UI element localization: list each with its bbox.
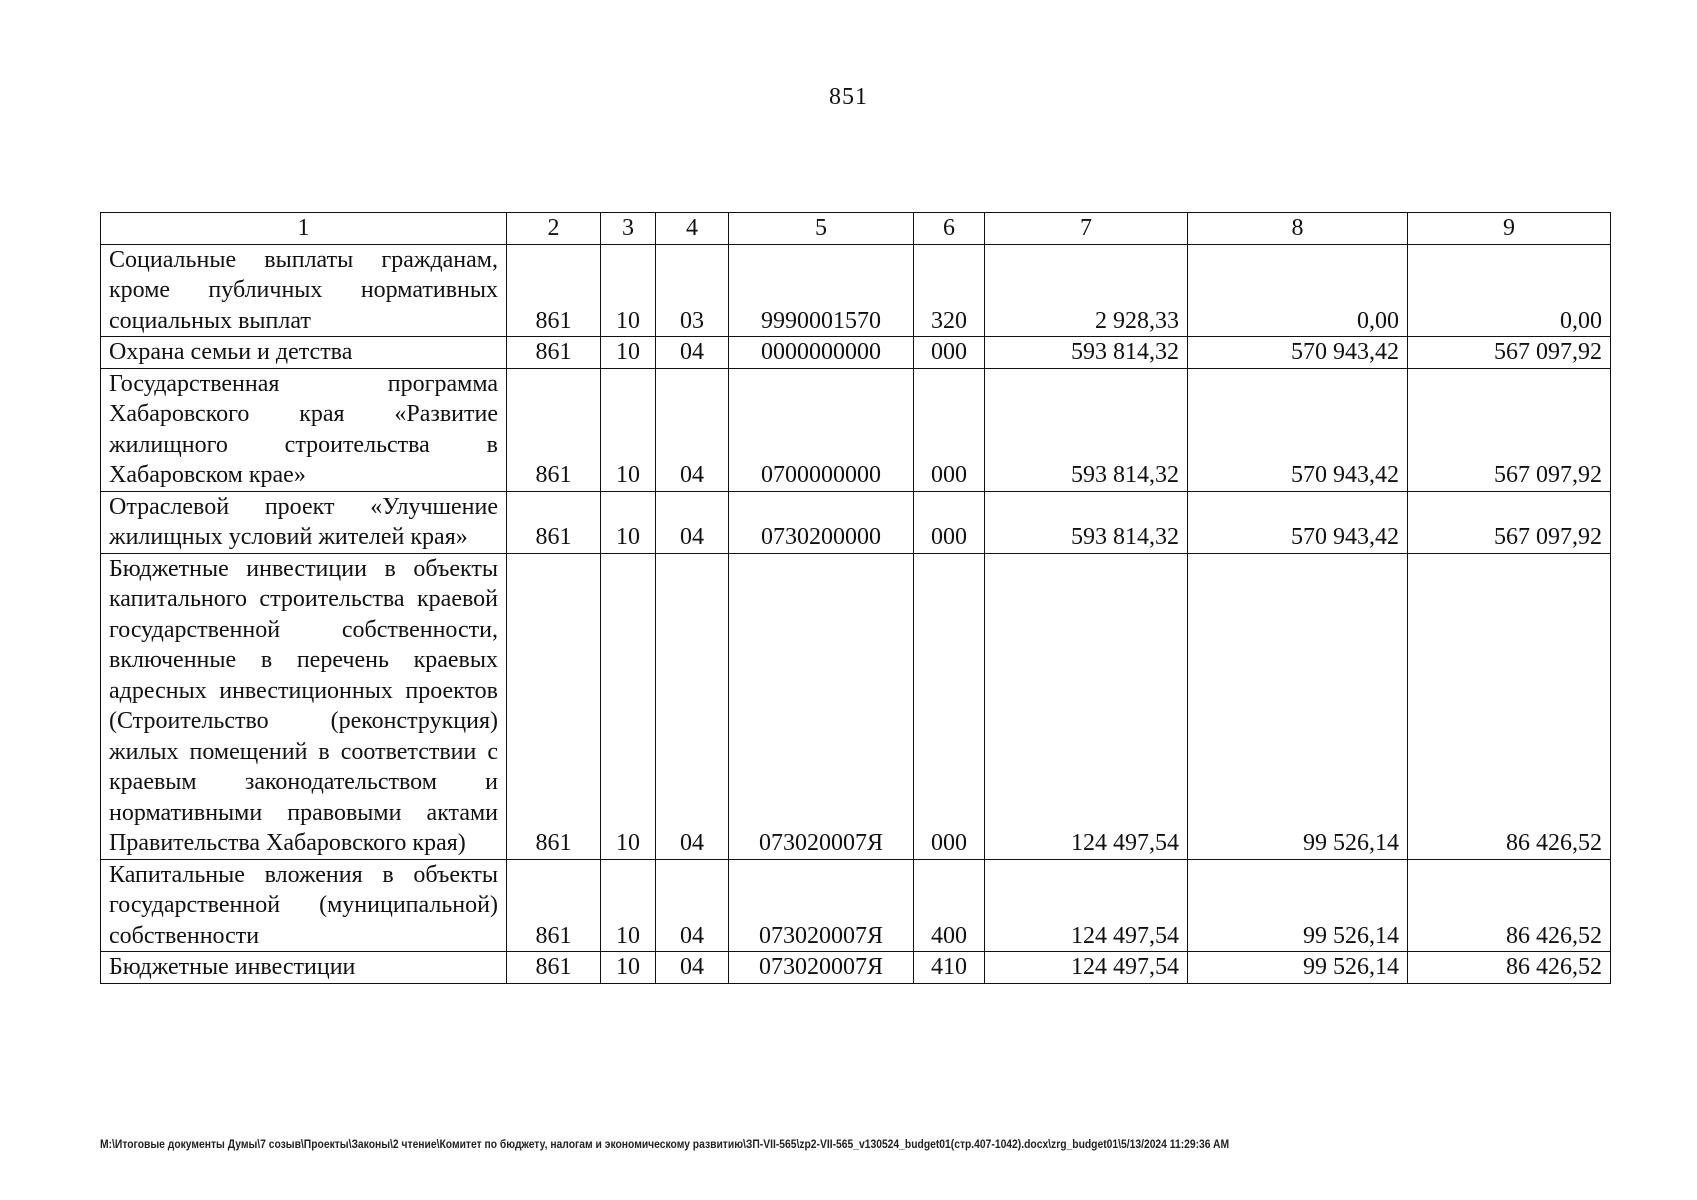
row-amount-col9: 567 097,92 [1408, 368, 1611, 491]
row-code: 861 [507, 859, 601, 952]
row-amount-col9: 567 097,92 [1408, 337, 1611, 369]
row-name: Бюджетные инвестиции [101, 952, 507, 984]
row-code: 861 [507, 337, 601, 369]
row-subsection: 04 [656, 952, 729, 984]
row-amount-col9: 86 426,52 [1408, 859, 1611, 952]
row-amount-col8: 570 943,42 [1188, 337, 1408, 369]
row-target-article: 0000000000 [729, 337, 914, 369]
row-amount-col7: 593 814,32 [985, 337, 1188, 369]
row-expense-type: 000 [914, 491, 985, 553]
row-expense-type: 000 [914, 368, 985, 491]
row-amount-col9: 0,00 [1408, 244, 1611, 337]
page-number: 851 [829, 84, 868, 110]
table-row [101, 491, 1611, 553]
row-name: Охрана семьи и детства [101, 337, 507, 369]
budget-table [100, 212, 1611, 984]
column-header: 7 [985, 213, 1188, 245]
row-target-article: 073020007Я [729, 952, 914, 984]
column-header: 2 [507, 213, 601, 245]
row-amount-col8: 99 526,14 [1188, 553, 1408, 859]
table-row [101, 859, 1611, 952]
row-amount-col9: 86 426,52 [1408, 553, 1611, 859]
row-amount-col9: 567 097,92 [1408, 491, 1611, 553]
row-expense-type: 000 [914, 553, 985, 859]
row-section: 10 [601, 244, 656, 337]
row-target-article: 073020007Я [729, 553, 914, 859]
table-row [101, 952, 1611, 984]
column-header: 6 [914, 213, 985, 245]
row-amount-col7: 593 814,32 [985, 368, 1188, 491]
row-name: Бюджетные инвестиции в объекты капитального строительства краевой государственной собственности, включенные в перечень краевых адресных инвестиционных проектов (Строительство (реконструкция) жилых помещений в соответствии с краевым законодательством и нормативными правовыми актами Правительства Хабаровского края) [101, 553, 507, 859]
row-target-article: 0730200000 [729, 491, 914, 553]
column-header: 8 [1188, 213, 1408, 245]
row-amount-col8: 99 526,14 [1188, 952, 1408, 984]
table-header [101, 213, 1611, 245]
header-row [101, 213, 1611, 245]
row-section: 10 [601, 368, 656, 491]
row-target-article: 073020007Я [729, 859, 914, 952]
row-target-article: 0700000000 [729, 368, 914, 491]
row-amount-col8: 570 943,42 [1188, 491, 1408, 553]
row-expense-type: 000 [914, 337, 985, 369]
row-section: 10 [601, 553, 656, 859]
row-subsection: 04 [656, 368, 729, 491]
row-amount-col7: 124 497,54 [985, 859, 1188, 952]
row-code: 861 [507, 952, 601, 984]
row-subsection: 04 [656, 337, 729, 369]
column-header: 5 [729, 213, 914, 245]
row-section: 10 [601, 337, 656, 369]
row-section: 10 [601, 859, 656, 952]
row-amount-col7: 593 814,32 [985, 491, 1188, 553]
row-amount-col7: 124 497,54 [985, 553, 1188, 859]
row-amount-col7: 2 928,33 [985, 244, 1188, 337]
document-path-footer: M:\Итоговые документы Думы\7 созыв\Проекты\Законы\2 чтение\Комитет по бюджету, налогам и экономическому развитию\ЗП-VII-565\zp2-VII-565_v130524_budget01(стр.407-1042).docx\zrg_budget01\5/13/2024 11:29:36 AM [100, 1137, 1230, 1151]
row-code: 861 [507, 244, 601, 337]
row-name: Государственная программа Хабаровского края «Развитие жилищного строительства в Хабаровском крае» [101, 368, 507, 491]
row-section: 10 [601, 491, 656, 553]
row-subsection: 04 [656, 491, 729, 553]
row-amount-col9: 86 426,52 [1408, 952, 1611, 984]
row-name: Социальные выплаты гражданам, кроме публичных нормативных социальных выплат [101, 244, 507, 337]
row-code: 861 [507, 368, 601, 491]
column-header: 9 [1408, 213, 1611, 245]
table-row [101, 244, 1611, 337]
row-expense-type: 410 [914, 952, 985, 984]
row-code: 861 [507, 553, 601, 859]
row-subsection: 04 [656, 859, 729, 952]
row-expense-type: 320 [914, 244, 985, 337]
row-expense-type: 400 [914, 859, 985, 952]
row-name: Капитальные вложения в объекты государственной (муниципальной) собственности [101, 859, 507, 952]
column-header: 1 [101, 213, 507, 245]
row-amount-col8: 0,00 [1188, 244, 1408, 337]
row-amount-col8: 99 526,14 [1188, 859, 1408, 952]
row-amount-col7: 124 497,54 [985, 952, 1188, 984]
row-section: 10 [601, 952, 656, 984]
table-row [101, 368, 1611, 491]
table-row [101, 553, 1611, 859]
row-subsection: 04 [656, 553, 729, 859]
column-header: 4 [656, 213, 729, 245]
table-body [101, 244, 1611, 983]
row-code: 861 [507, 491, 601, 553]
row-subsection: 03 [656, 244, 729, 337]
row-amount-col8: 570 943,42 [1188, 368, 1408, 491]
table-row [101, 337, 1611, 369]
row-target-article: 9990001570 [729, 244, 914, 337]
row-name: Отраслевой проект «Улучшение жилищных условий жителей края» [101, 491, 507, 553]
column-header: 3 [601, 213, 656, 245]
